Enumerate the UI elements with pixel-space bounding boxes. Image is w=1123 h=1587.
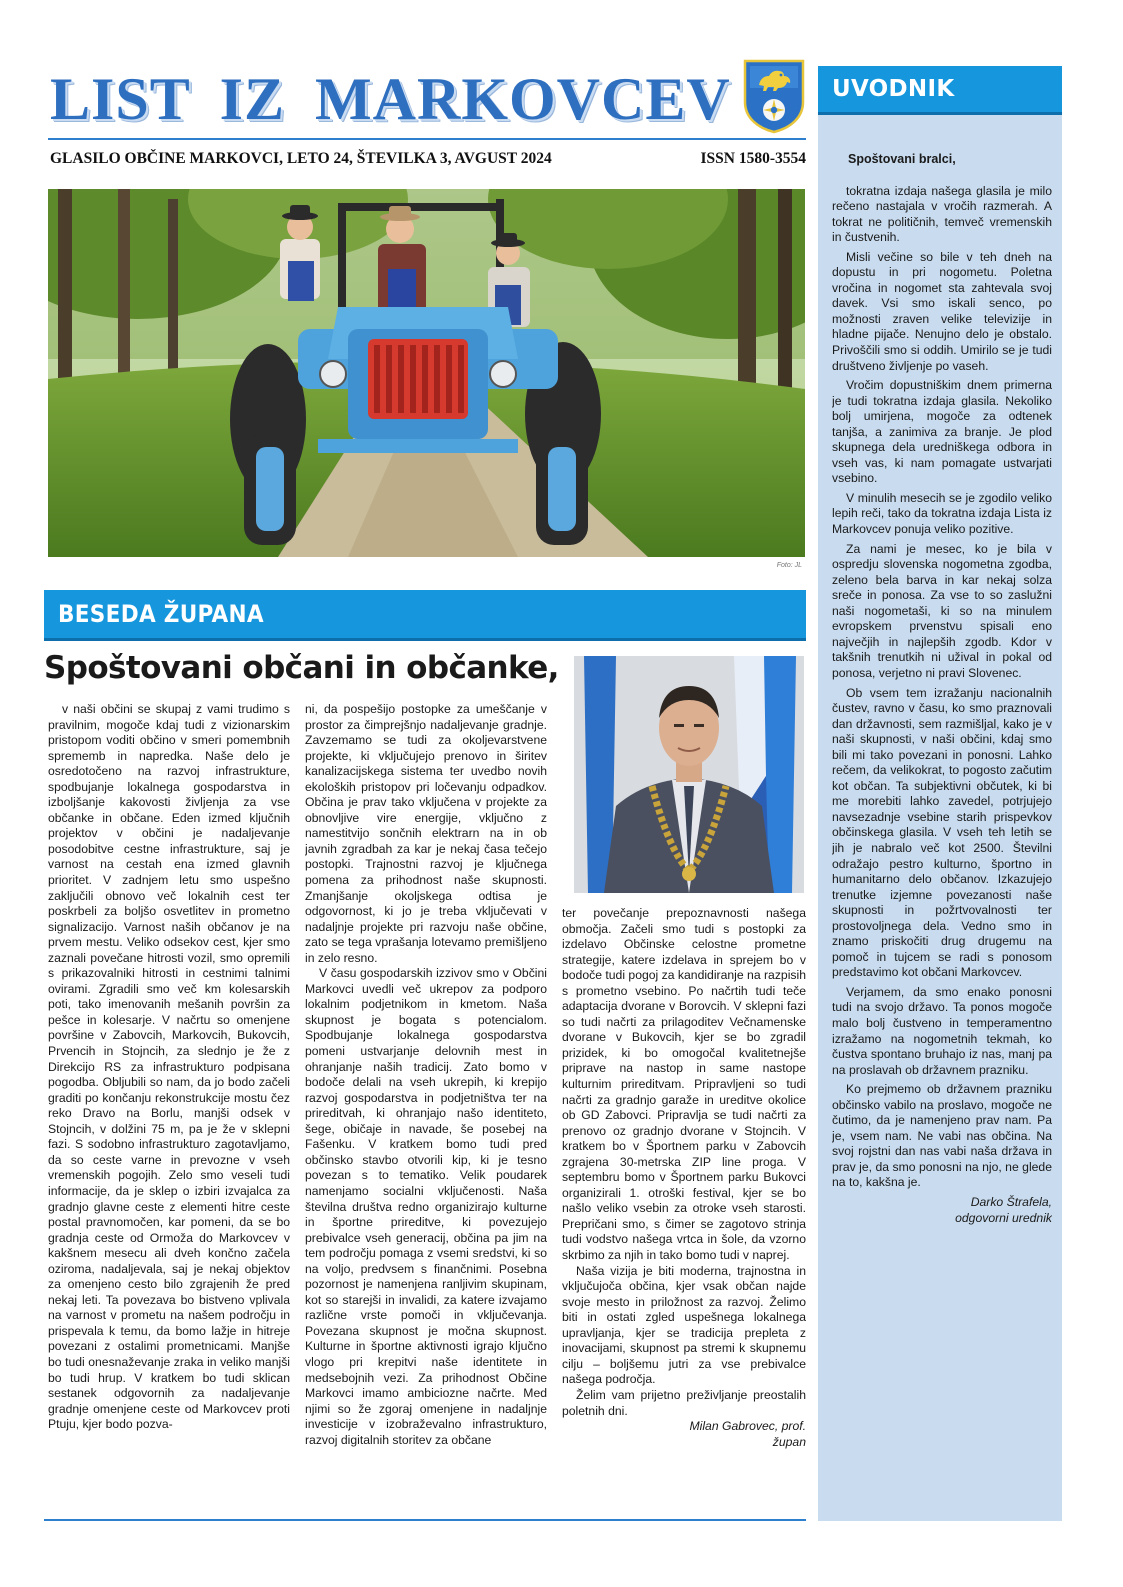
editor-name: Darko Štrafela, [970,1195,1052,1209]
article-column-2 [305,702,547,1512]
tractor-scene-illustration [48,189,805,557]
editorial-paragraph: V minulih mesecih se je zgodilo veliko lepih reči, tako da tokratna izdaja Lista iz Markovcev ponuja veliko pozitive. [832,490,1052,537]
article-paragraph: v naši občini se skupaj z vami trudimo s pravilnim, mogoče kdaj tudi z vizionarskim pristopom voditi občino v smeri pomembnih sprememb in napredka. Naše delo je osredotočeno na razvoj infrastrukture, spodbujanje lokalnega gospodarstva in izboljšanje kakovosti življenja za vse občanke in občane. Eden izmed ključnih projektov v občini je nadaljevanje posodobitve cestne infrastrukture, saj je varnost na cestah ena izmed glavnih prioritet. V zadnjem letu smo uspešno zaključili obnovo več lokalnih cest ter poskrbeli za boljšo osvetlitev in prometno signalizacijo. Varnost naših občanov je na prvem mestu. Veliko odsekov cest, kjer smo zaznali povečane hitrosti vozil, smo opremili s prikazovalniki hitrosti in cestnimi talnimi ovirami. Zgradili smo več km kolesarskih poti, tako imenovanih mešanih površin za pešce in kolesarje. V načrtu so omenjene površine v Zabovcih, Markovcih, Bukovcih, Prvencih in Stojncih, za slednjo je že z Direkcijo RS za infrastrukturo podpisana pogodba. Obljubili so nam, da jo bodo začeli graditi po končanju rekonstrukcije mostu čez reko Dravo na Borlu, manjši odsek v Stojncih, v dolžini 75 m, pa je že v sklepni fazi. S sodobno infrastrukturo zagotavljamo, da so ceste varne in prevozne v vseh vremenskih pogojih. Zelo smo veseli tudi informacije, da je sklep o izbiri izvajalca za gradnjo glavne ceste z elementi hitre ceste postal pravnomočen, kar pomeni, da se bo gradnja ceste od Ormoža do Markovcev v kakšnem mesecu ali dveh končno začela oziroma, nadaljevala, saj je nekaj objektov za omenjeno cesto bilo zgrajenih že pred nekaj leti. Ta povezava bo bistveno vplivala na varnost v prometu na našem področju in prispevala k temu, da bomo lažje in hitreje povezani z ostalimi prometnicami. Manjše bo tudi onesnaževanje zraka in veliko manjši bo tudi hrup. V kratkem bo tudi sklican sestanek odgovornih za nadaljevanje gradnje omenjene ceste od Markovcev proti Ptuju, kjer bodo pozva- [48,702,290,1432]
author-name: Milan Gabrovec, prof. [689,1419,806,1434]
editorial-paragraph: tokratna izdaja našega glasila je milo rečeno nastajala v vročih razmerah. A tokrat ne političnih, temveč vremenskih in čustvenih. [832,183,1052,245]
article-paragraph: Želim vam prijetno preživljanje preostalih poletnih dni. [562,1387,806,1418]
masthead-rule [48,138,806,140]
section-banner-shadow [44,638,806,641]
municipal-coat-of-arms [742,58,806,134]
editorial-salutation: Spoštovani bralci, [848,152,956,166]
article-column-1 [48,702,290,1512]
article-headline: Spoštovani občani in občanke, [44,650,559,686]
bottom-rule [44,1519,806,1521]
article-paragraph: V času gospodarskih izzivov smo v Občini Markovci uvedli več ukrepov za podporo lokalnim podjetnikom in kmetom. Naša skupnost je bogata s potencialom. Spodbujanje lokalnega gospodarstva pomeni ustvarjanje delovnih mest in ohranjanje naših tradicij. Zato bomo v bodoče delali na vseh ukrepih, ki krepijo razvoj gospodarstva in podjetništva ter na prireditvah, ki ohranjajo našo identiteto, šege, običaje in navade, še posebej na Fašenku. V kratkem bomo tudi pred občinsko stavbo otvorili kip, ki je tesno povezan s to tematiko. Velik poudarek namenjamo socialni vključenosti. Naša številna društva redno organizirajo kulturne in športne prireditve, ki povezujejo prebivalce vseh generacij, občina pa jim na tem področju pomaga z vsemi sredstvi, ki so na voljo, predvsem s finančnimi. Posebna pozornost je namenjena ranljivim skupinam, kot so starejši in invalidi, za katere izvajamo različne vrste pomoči in vključevanja. Povezana skupnost je močna skupnost. Kulturne in športne aktivnosti igrajo ključno vlogo pri krepitvi naše identitete in medsebojnih vezi. Za prihodnost Občine Markovci imamo ambiciozne načrte. Med njimi so že zgoraj omenjene in nadaljnje investicije v izobraževalno infrastrukturo, razvoj digitalnih storitev za občane [305,966,547,1447]
editor-role: odgovorni urednik [955,1210,1052,1225]
issn: ISSN 1580-3554 [700,150,806,167]
editorial-heading: UVODNIK [818,66,1062,112]
mayor-portrait-illustration [574,656,804,893]
author-role: župan [772,1434,806,1449]
mayor-portrait-photo [574,656,804,893]
article-paragraph: Naša vizija je biti moderna, trajnostna in vključujoča občina, kjer vsak občan najde svoje mesto in priložnost za razvoj. Želimo biti in ostati zgled uspešnega lokalnega upravljanja, kjer se tradicija prepleta z inovacijami, skupnost pa stremi k skupnemu cilju – boljšemu jutri za vse prebivalce našega področja. [562,1263,806,1387]
article-paragraph: ni, da pospešijo postopke za umeščanje v prostor za čimprejšnjo nadaljevanje gradnje. Zavzemamo se tudi za okoljevarstvene projekte, ki vključujejo prenovo in širitev kanalizacijskega sistema ter uvedbo novih ekoloških pristopov pri ločevanju odpadkov. Občina je prav tako vključena v projekte za obnovljive vire energije, vključno z namestitvijo sončnih elektrarn na in ob javnih zgradbah za kar je nekaj časa tečejo postopki. Trajnostni razvoj je ključnega pomena za prihodnost naše skupnosti. Zmanjšanje okoljskega odtisa je odgovornost, ki jo je treba vključevati v nadaljnje projekte pri razvoju naše občine, zato se tega vprašanja lotevamo premišljeno in zelo resno. [305,702,547,965]
photo-credit: Foto: JL [776,562,802,569]
section-banner: BESEDA ŽUPANA [44,590,806,638]
editorial-paragraph: Verjamem, da smo enako ponosni tudi na svojo državo. Ta ponos mogoče malo bolj čustveno in temperamentno izražamo na nogometnih tekmah, ko čustva spontano bruhajo iz nas, manj pa na proslavah ob državnem prazniku. [832,984,1052,1077]
cover-photo-tractor [48,189,805,557]
editorial-paragraph: Ob vsem tem izražanju nacionalnih čustev, ravno v času, ko smo praznovali dan državnosti, sem razmišljal, kako je v naši skupnosti, v naši občini, kdaj smo bili mi tako povezani in ponosni. Lahko rečem, da velikokrat, to pogosto začutim kot občan. Ta subjektivni občutek, ki bi me morebiti lahko zavedel, potrjujejo navsezadnje vsebine starih prispevkov občinskega glasila. V vseh teh letih se jih je nabralo več kot 2500. Številni odražajo pestro kulturno, športno in humanitarno delo občanov. Izkazujejo trenutke izjemne povezanosti naše skupnosti in požrtvovalnosti ter prostovoljnega dela. Vedno smo in znamo priskočiti drug drugemu na pomoč in tujcem se radi s ponosom predstavimo kot občani Markovcev. [832,685,1052,980]
issue-line: GLASILO OBČINE MARKOVCI, LETO 24, ŠTEVILKA 3, AVGUST 2024 [50,150,552,167]
editorial-text [832,152,1052,1512]
newspaper-title: LIST IZ MARKOVCEV [50,66,731,132]
article-paragraph: ter povečanje prepoznavnosti našega območja. Začeli smo tudi s postopki za izdelavo Občinske celostne prometne strategije, katere izdelava in sprejem bo v bodoče tudi pogoj za kandidiranje na razpisih s prometno vsebino. Po načrtih tudi teče adaptacija dvorane v Borovcih. V sklepni fazi so tudi načrti za prilagoditev Večnamenske dvorane v Bukovcih, kjer se bo zgradil prizidek, ki bo omogočal kvalitetnejše priprave na nastop in same nastope kulturnim prireditvam. Pripravljeni so tudi načrti za gradnjo garaže in ureditve okolice ob GD Zabovci. Pripravlja se tudi načrti za prenovo oz gradnjo dvorane v Stojncih. V kratkem bo v Športnem parku v Zabovcih zgrajena 30-metrska ZIP line proga. V septembru bomo v Športnem parku Bukovci organizirali 1. otroški festival, kjer se bo našlo veliko vsebin za otroke vseh starosti. Prepričani smo, s čimer se zagotovo strinja tudi vodstvo našega vrtca in šole, da vzorno skrbimo za njih in tako bomo tudi v naprej. [562,906,806,1263]
editorial-paragraph: Vročim dopustniškim dnem primerna je tudi tokratna izdaja glasila. Nekoliko bolj umirjena, mogoče za odtenek tanjša, a zanimiva za branje. Je plod skupnega dela uredniškega odbora in vseh vas, ki nam pomagate ustvarjati vsebino. [832,378,1052,486]
article-column-3 [562,906,806,1514]
editorial-paragraph: Ko prejmemo ob državnem prazniku občinsko vabilo na proslavo, mogoče ne čutimo, da je namenjeno prav nam. Pa je, vsem nam. Ne vabi nas občina. Na svoj rojstni dan nas vabi naša država in prav je, da smo ponosni na njo, ne glede na to, kakšna je. [832,1082,1052,1190]
editorial-paragraph: Misli večine so bile v teh dneh na dopustu in pri nogometu. Poletna vročina in nogomet sta zahtevala svoj davek. Vsi smo iskali senco, po možnosti zraven velike televizije in hladne pijače. Nenujno delo je obstalo. Privoščili smo si oddih. Umirilo se je tudi društveno življenje po vaseh. [832,249,1052,373]
editorial-paragraph: Za nami je mesec, ko je bila v ospredju slovenska nogometna zgodba, zeleno bela barva in kar nekaj solza sreče in ponosa. Za vse to so zaslužni naši nogometaši, ki so na minulem evropskem prvenstvu spisali eno največjih in najlepših zgodb. Kdor v takšnih trenutkih ni užival in pokal od ponosa, verjetno ni pravi Slovenec. [832,541,1052,680]
editorial-heading-shadow [818,112,1062,115]
